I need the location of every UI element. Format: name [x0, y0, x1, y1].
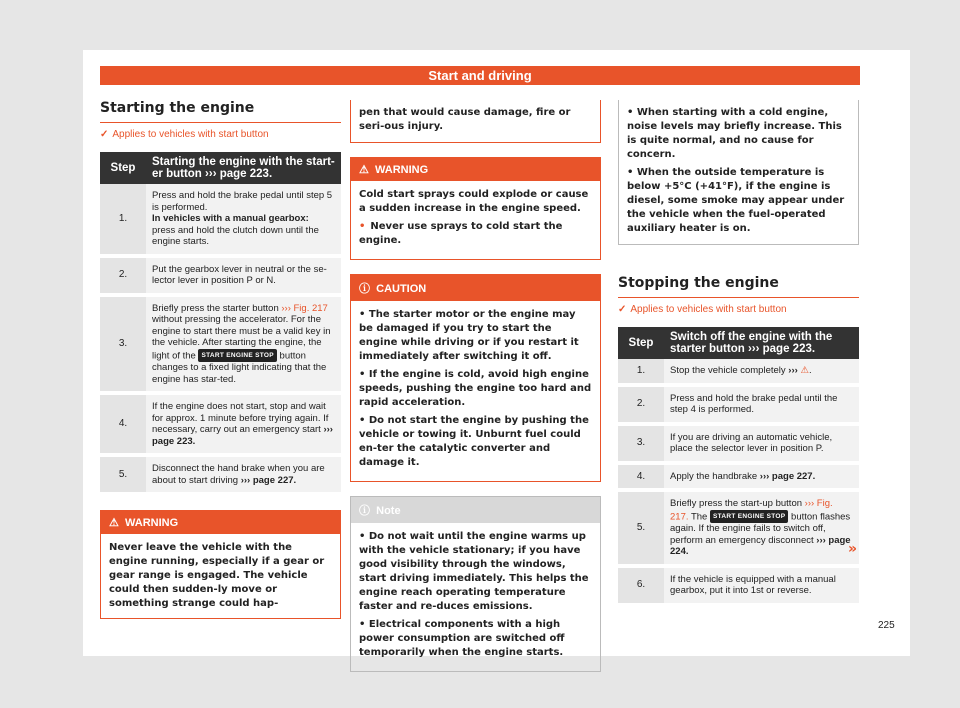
page-ref[interactable]: ››› page 223. [747, 343, 816, 355]
list-item: • Electrical components with a high power consumption are switched off temporarily when the engine starts. [359, 619, 565, 658]
list-item: • If the engine is cold, avoid high engine speeds, pushing the engine too hard and rapid acceleration. [359, 369, 592, 408]
note-box: ⓘ Note • Do not wait until the engine warms up with the vehicle stationary; if you have good visibility through the windows, start driving immediately. This helps the engine reach operating temperature faster and re-duces emissions. • Electrical components with a high power consumption are switched off temporarily when the engine starts. [350, 496, 601, 672]
page-number: 225 [878, 620, 895, 631]
table-row: 3. Briefly press the starter button ››› Fig. 217 without pressing the accelerator. For the engine to start there must be a valid key in the vehicle. After starting the engine, the light of the START ENGINE STOP button changes to a fixed light indicating that the engine has star-ted. [100, 295, 341, 394]
list-item: • When starting with a cold engine, noise levels may briefly increase. This is quite normal, and no cause for concern. [627, 107, 842, 160]
checkmark-icon: ✓ [100, 129, 109, 140]
start-engine-stop-button-icon: START ENGINE STOP [710, 510, 788, 524]
warning-continued: pen that would cause damage, fire or seri-ous injury. [350, 100, 601, 143]
table-header-step: Step [618, 327, 664, 359]
page-ref[interactable]: ››› page 227. [759, 470, 816, 482]
list-item: • Do not wait until the engine warms up with the vehicle stationary; if you have good visibility through the windows, start driving immediately. This helps the engine reach operating temperature faster and re-duces emissions. [359, 531, 589, 612]
list-item: • When the outside temperature is below +5°C (+41°F), if the engine is diesel, some smoke may appear under the vehicle when the fuel-operated auxiliary heater is on. [627, 167, 845, 234]
warning-box: ⚠ WARNING Never leave the vehicle with the engine running, especially if a gear or gear range is engaged. The vehicle could then sudden-ly move or something strange could hap- [100, 510, 341, 619]
column-3 [618, 100, 859, 607]
warning-triangle-icon: ⚠ [800, 365, 809, 376]
warning-link[interactable]: ››› [788, 365, 798, 376]
warning-text: Never leave the vehicle with the engine running, especially if a gear or gear range is engaged. The vehicle could then sudden-ly move or something strange could hap- [109, 542, 325, 609]
bullet-icon: • [359, 221, 366, 232]
table-row: 5. Briefly press the start-up button ››› Fig. 217. The START ENGINE STOP button flashes again. If the engine fails to switch off, perform an emergency disconnect ››› page 224. [618, 490, 859, 566]
warning-triangle-icon: ⚠ [359, 164, 369, 176]
figure-link[interactable]: ››› Fig. 217 [281, 302, 328, 314]
column-2 [350, 100, 601, 672]
start-engine-stop-button-icon: START ENGINE STOP [198, 349, 276, 363]
column-1 [100, 100, 341, 619]
table-row: 6. If the vehicle is equipped with a manual gearbox, put it into 1st or reverse. [618, 566, 859, 605]
table-row: 4. Apply the handbrake ››› page 227. [618, 463, 859, 491]
table-header-desc: Switch off the engine with the starter button ››› page 223. [664, 327, 859, 359]
table-row: 5. Disconnect the hand brake when you are about to start driving ››› page 227. [100, 455, 341, 494]
warning-triangle-icon: ⚠ [109, 517, 119, 529]
section-heading: Starting the engine [100, 100, 341, 123]
page-ref[interactable]: ››› page 223. [152, 424, 333, 447]
applies-note: ✓ Applies to vehicles with start button [618, 304, 787, 315]
table-row: 1. Press and hold the brake pedal until step 5 is performed. In vehicles with a manual gearbox: press and hold the clutch down until the engine starts. [100, 184, 341, 256]
page-ref[interactable]: ››› page 223. [205, 168, 273, 180]
section-heading: Stopping the engine [618, 275, 859, 298]
list-item: • The starter motor or the engine may be damaged if you try to start the engine while driving or if you restart it immediately after switching it off. [359, 309, 579, 362]
page-ref[interactable]: ››› page 224. [670, 534, 851, 557]
applies-note: ✓ Applies to vehicles with start button [100, 129, 269, 140]
list-item: • Do not start the engine by pushing the vehicle or towing it. Unburnt fuel could en-ter the catalytic converter and damage it. [359, 415, 589, 468]
info-circle-icon: ⓘ [359, 283, 370, 295]
page-ref[interactable]: ››› page 227. [240, 474, 297, 486]
table-row: 2. Put the gearbox lever in neutral or the se-lector lever in position P or N. [100, 256, 341, 295]
table-row: 4. If the engine does not start, stop and wait for approx. 1 minute before trying again. If necessary, carry out an emergency start ››› page 223. [100, 393, 341, 455]
info-square-icon: ⓘ [359, 505, 370, 517]
table-row: 1. Stop the vehicle completely ››› ⚠. [618, 359, 859, 385]
chapter-title-bar: Start and driving [100, 66, 860, 85]
stop-steps-table [618, 327, 859, 607]
table-header-desc: Starting the engine with the start-er button ››› page 223. [146, 152, 341, 184]
note-continued [618, 100, 859, 245]
checkmark-icon: ✓ [618, 304, 627, 315]
figure-link[interactable]: ››› Fig. 217. [670, 498, 833, 522]
warning-box: ⚠ WARNING Cold start sprays could explode or cause a sudden increase in the engine speed. • Never use sprays to cold start the engine. [350, 157, 601, 260]
table-row: 2. Press and hold the brake pedal until the step 4 is performed. [618, 385, 859, 424]
continue-arrow-icon: » [848, 541, 858, 557]
caution-box: ⓘ CAUTION • The starter motor or the engine may be damaged if you try to start the engine while driving or if you restart it immediately after switching it off. • If the engine is cold, avoid high engine speeds, pushing the engine too hard and rapid acceleration. • Do not start the engine by pushing the vehicle or towing it. Unburnt fuel could en-ter the catalytic converter and damage it. [350, 274, 601, 482]
start-steps-table [100, 152, 341, 496]
table-header-step: Step [100, 152, 146, 184]
table-row: 3. If you are driving an automatic vehicle, place the selector lever in position P. [618, 424, 859, 463]
